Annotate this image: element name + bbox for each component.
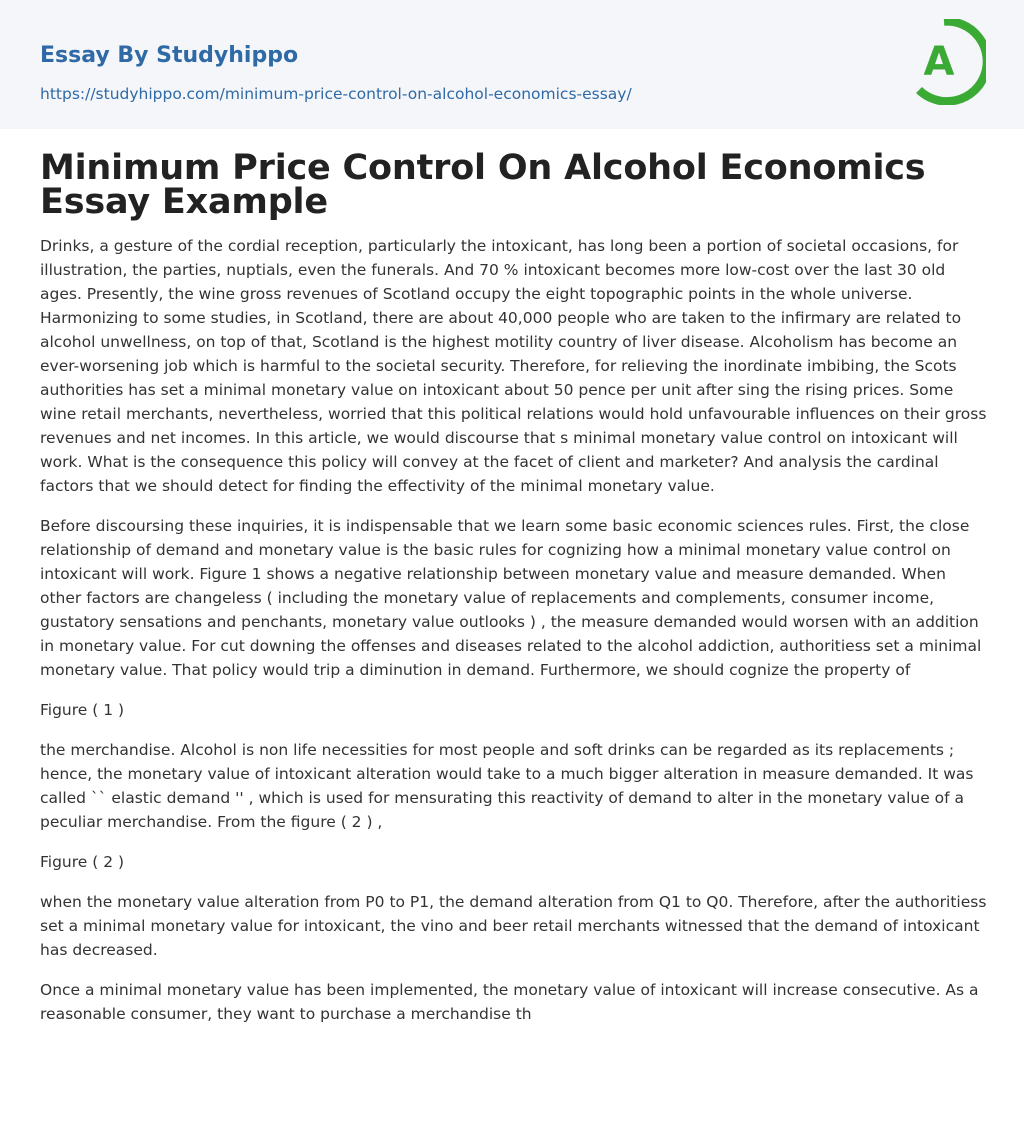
letter-a-circle-logo[interactable]	[912, 19, 986, 105]
site-name[interactable]: Essay By Studyhippo	[40, 43, 299, 68]
paragraph: when the monetary value alteration from P0 to P1, the demand alteration from Q1 to Q0. Therefore, after the authoritiess set a minimal monetary value for intoxicant, the vino and beer retail merchants witnessed that the demand of intoxicant has decreased.	[40, 893, 987, 959]
article-body	[40, 234, 990, 1042]
page-title: Minimum Price Control On Alcohol Economics Essay Example	[40, 148, 926, 222]
logo-letter: A	[923, 39, 955, 85]
paragraph: Once a minimal monetary value has been implemented, the monetary value of intoxicant will increase consecutive. As a reasonable consumer, they want to purchase a merchandise th	[40, 981, 979, 1023]
page-url-link[interactable]: https://studyhippo.com/minimum-price-control-on-alcohol-economics-essay/	[40, 85, 632, 103]
figure-caption: Figure ( 1 )	[40, 701, 125, 719]
paragraph: Drinks, a gesture of the cordial reception, particularly the intoxicant, has long been a portion of societal occasions, for illustration, the parties, nuptials, even the funerals. And 70 % intoxicant becomes more low-cost over the last 30 old ages. Presently, the wine gross revenues of Scotland occupy the eight topographic points in the whole universe. Harmonizing to some studies, in Scotland, there are about 40,000 people who are taken to the infirmary are related to alcohol unwellness, on top of that, Scotland is the highest motility country of liver disease. Alcoholism has become an ever-worsening job which is harmful to the societal security. Therefore, for relieving the inordinate imbibing, the Scots authorities has set a minimal monetary value on intoxicant about 50 pence per unit after sing the rising prices. Some wine retail merchants, nevertheless, worried that this political relations would hold unfavourable influences on their gross revenues and net incomes. In this article, we would discourse that s minimal monetary value control on intoxicant will work. What is the consequence this policy will convey at the facet of client and marketer? And analysis the cardinal factors that we should detect for finding the effectivity of the minimal monetary value.	[40, 237, 987, 495]
paragraph: the merchandise. Alcohol is non life necessities for most people and soft drinks can be regarded as its replacements ; hence, the monetary value of intoxicant alteration would take to a much bigger alteration in measure demanded. It was called `` elastic demand '' , which is used for mensurating this reactivity of demand to alter in the monetary value of a peculiar merchandise. From the figure ( 2 ) ,	[40, 741, 974, 831]
figure-caption: Figure ( 2 )	[40, 853, 125, 871]
site-header	[0, 0, 1024, 129]
paragraph: Before discoursing these inquiries, it is indispensable that we learn some basic economic sciences rules. First, the close relationship of demand and monetary value is the basic rules for cognizing how a minimal monetary value control on intoxicant will work. Figure 1 shows a negative relationship between monetary value and measure demanded. When other factors are changeless ( including the monetary value of replacements and complements, consumer income, gustatory sensations and penchants, monetary value outlooks ) , the measure demanded would worsen with an addition in monetary value. For cut downing the offenses and diseases related to the alcohol addiction, authoritiess set a minimal monetary value. That policy would trip a diminution in demand. Furthermore, we should cognize the property of	[40, 517, 982, 679]
